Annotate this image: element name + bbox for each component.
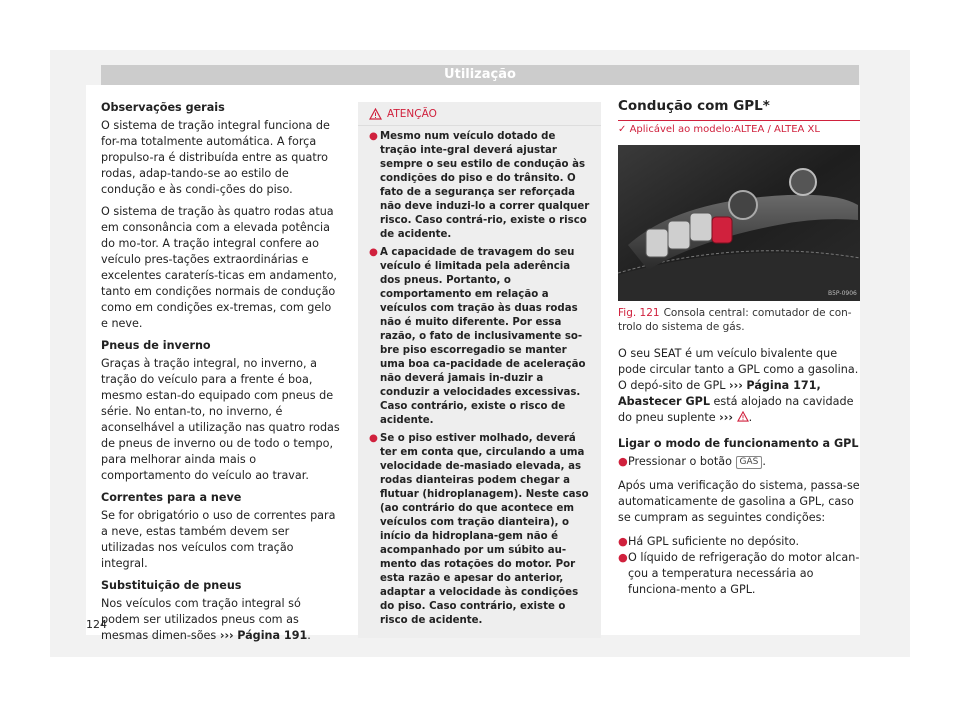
- console-button: [690, 213, 712, 241]
- page-link[interactable]: Página 171, Abastecer GPL: [618, 379, 821, 408]
- list-item-text: Há GPL suficiente no depósito.: [628, 535, 800, 548]
- period: .: [748, 411, 753, 424]
- warning-item-text: A capacidade de travagem do seu veículo é limitada pela aderência dos pneus. Portanto, o comportamento em relação a veículos com tração às duas rodas não é muito diferente. Por essa razão, o fato de inclusivamente so-bre piso escorregadio se manter uma boa ca-pacidade de aceleração não deverá jamais in-duzir a conduzir a velocidades excessivas. Caso contrário, existe o risco de acidente.: [380, 247, 586, 426]
- list-item: [618, 550, 860, 598]
- applies-text: Aplicável ao modelo:ALTEA / ALTEA XL: [629, 124, 820, 135]
- paragraph: O sistema de tração às quatro rodas atua em consonância com a elevada potência do mo-tor. A tração integral confere ao veículo pres-tações extraordinárias e excelentes caraterís-ticas em andamento, tanto em condições normais de condução como em condições ex-tremas, com gelo e neve.: [101, 205, 337, 330]
- bullet-dot: ●: [369, 131, 378, 142]
- heading-correntes: Correntes para a neve: [101, 491, 242, 504]
- mirror-knob: [790, 169, 816, 195]
- paragraph-text: Nos veículos com tração integral só podem ser utilizados pneus com as mesmas dimen-sões: [101, 597, 301, 642]
- warning-triangle-icon[interactable]: [737, 411, 749, 422]
- page-link[interactable]: Página 191: [237, 629, 308, 642]
- warning-item-text: Se o piso estiver molhado, deverá ter em conta que, circulando a uma velocidade de-masiado elevada, as rodas dianteiras podem chegar a flutuar (hidroplanagem). Neste caso (ao contrário do que acontece em veículos com tração dianteira), o início da hidroplana-gem não é acompanhado por um súbito au-mento das rotações do motor. Por esta razão e apesar do anterior, adaptar a velocidade às condições do piso. Caso contrário, existe o risco de acidente.: [380, 433, 589, 626]
- link-arrows: ›››: [729, 379, 743, 392]
- console-button: [668, 221, 690, 249]
- warning-triangle-icon: [369, 108, 382, 120]
- warning-item: [358, 428, 601, 628]
- paragraph: Graças à tração integral, no inverno, a tração do veículo para a frente é boa, mesmo estan-do equipado com pneus de série. No entan-to, no inverno, é aconselhável a utilização nas quatro rodas de pneus de inverno ou de todo o tempo, para melhorar ainda mais o comportamento do veículo ao travar.: [101, 357, 340, 482]
- bullet-dot: ●: [369, 433, 378, 444]
- applies-to: [618, 124, 860, 135]
- period: .: [762, 455, 766, 468]
- link-arrows: ›››: [719, 411, 734, 424]
- right-column-text: [618, 346, 860, 598]
- console-button: [646, 229, 668, 257]
- figure-console-photo: [618, 145, 860, 301]
- heading-pneus-inverno: Pneus de inverno: [101, 339, 211, 352]
- paragraph-text: está alojado na cavidade do pneu suplente: [618, 395, 854, 424]
- bullet-dot: ●: [618, 535, 628, 548]
- list-item-text: Pressionar o botão: [628, 455, 732, 468]
- left-column: [101, 98, 341, 650]
- figure-number: Fig. 121: [618, 307, 660, 319]
- paragraph-text: O seu SEAT é um veículo bivalente que pode circular tanto a GPL como a gasolina. O depó-sito de GPL: [618, 347, 859, 392]
- bullet-dot: ●: [618, 455, 628, 468]
- figure-caption: [618, 306, 860, 334]
- heading-observacoes: Observações gerais: [101, 101, 225, 114]
- warning-header: [358, 102, 601, 126]
- heading-ligar-gpl: Ligar o modo de funcionamento a GPL: [618, 437, 859, 450]
- warning-box: [358, 102, 601, 638]
- warning-item: [358, 242, 601, 428]
- check-icon: ✓: [618, 124, 627, 135]
- bullet-dot: ●: [618, 551, 628, 564]
- figure-caption-text: Consola central: comutador de con-trolo do sistema de gás.: [618, 307, 852, 333]
- figure-code: B5P-0906: [828, 290, 857, 297]
- paragraph-pneus: [101, 596, 341, 644]
- warning-item-text: Mesmo num veículo dotado de tração inte-gral deverá ajustar sempre o seu estilo de condução às condições do piso e do trânsito. O fato de a segurança ser reforçada não deve induzi-lo a correr qualquer risco. Caso contrá-rio, existe o risco de acidente.: [380, 131, 590, 240]
- period: .: [307, 629, 311, 642]
- paragraph: Se for obrigatório o uso de correntes para a neve, estas também devem ser utilizadas nos veículos com tração integral.: [101, 509, 336, 570]
- gas-key: GAS: [736, 456, 763, 469]
- page-header-title: Utilização: [444, 67, 516, 82]
- mirror-knob: [729, 191, 757, 219]
- list-item: [618, 454, 860, 470]
- page-number: 124: [86, 618, 107, 631]
- section-title: Condução com GPL*: [618, 98, 860, 121]
- heading-substituicao: Substituição de pneus: [101, 579, 242, 592]
- paragraph: O sistema de tração integral funciona de for-ma totalmente automática. A força propulso-ra é distribuída entre as quatro rodas, adap-tando-se ao estilo de condução e às condi-ções do piso.: [101, 119, 330, 196]
- paragraph: Após uma verificação do sistema, passa-se automaticamente de gasolina a GPL, caso se cumpram as seguintes condições:: [618, 479, 860, 524]
- gas-button: [712, 217, 732, 243]
- link-arrows: ›››: [219, 629, 234, 642]
- warning-item: [358, 126, 601, 242]
- paragraph-gpl: [618, 346, 860, 426]
- bullet-dot: ●: [369, 247, 378, 258]
- list-item: [618, 534, 860, 550]
- warning-title: ATENÇÃO: [387, 107, 437, 120]
- list-item-text: O líquido de refrigeração do motor alcan-çou a temperatura necessária ao funciona-mento a GPL.: [628, 551, 860, 596]
